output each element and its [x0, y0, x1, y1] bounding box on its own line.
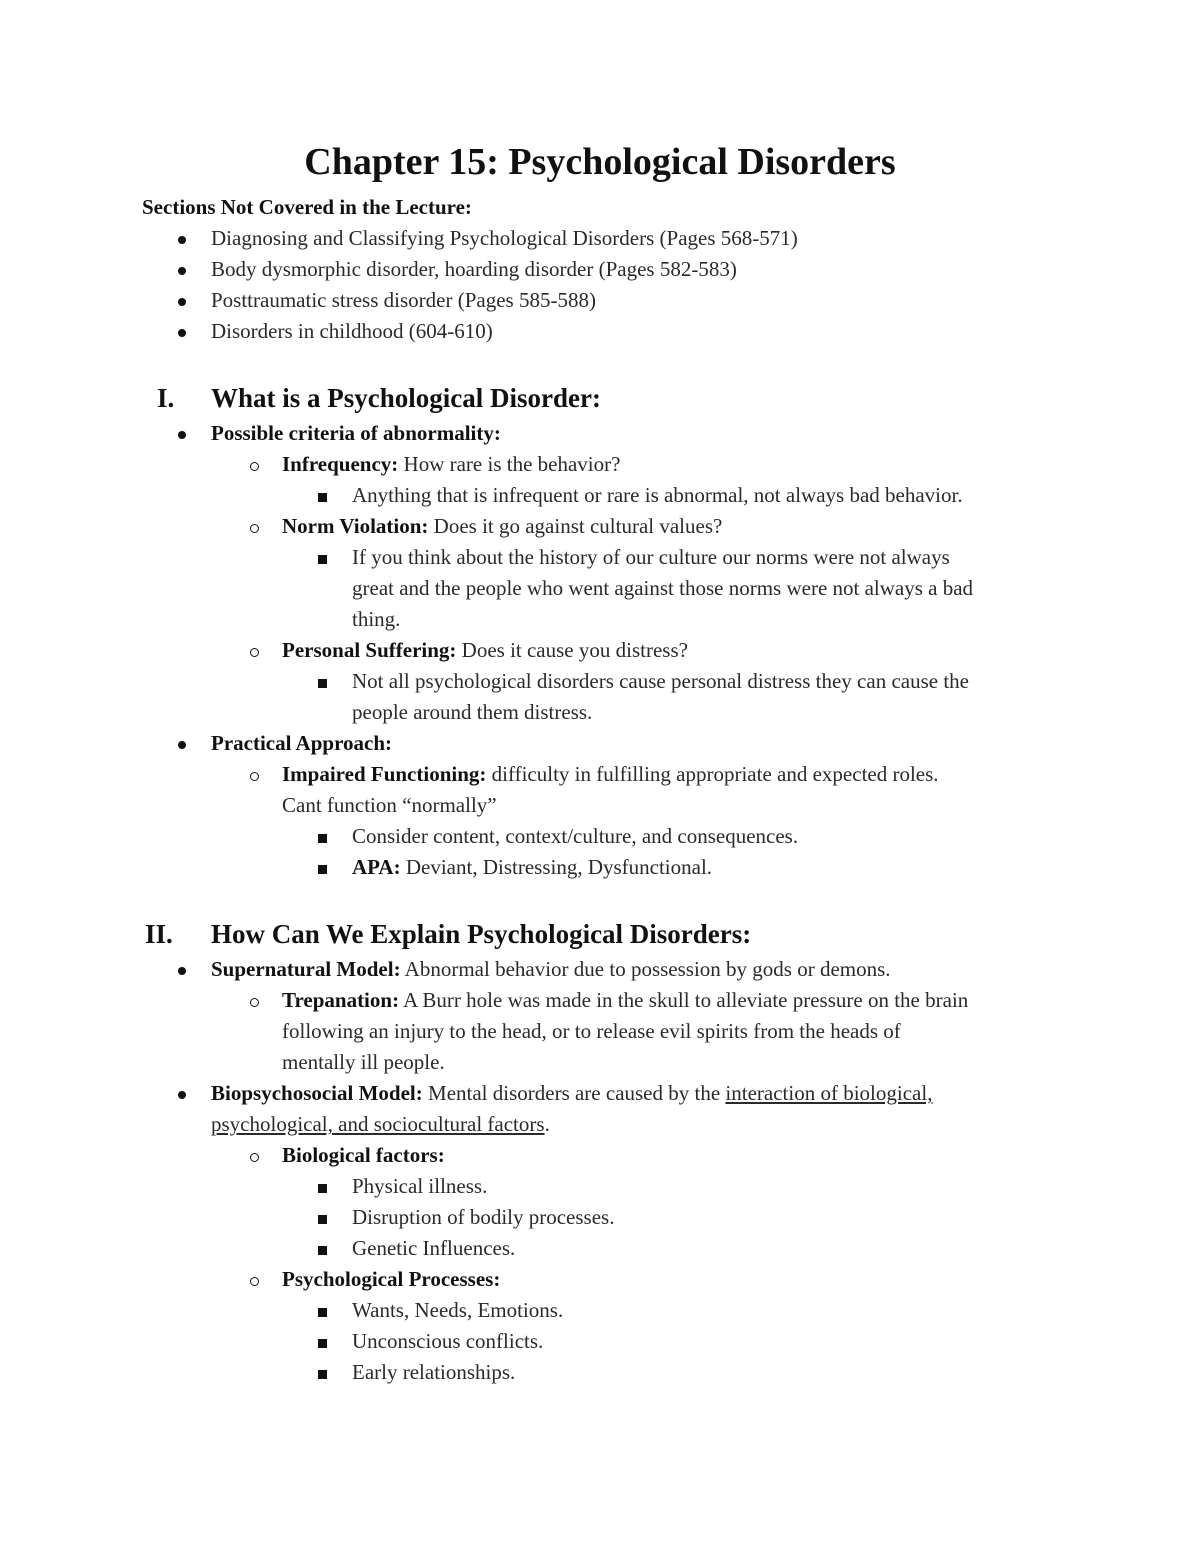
apa-item: APA: Deviant, Distressing, Dysfunctional.: [352, 855, 713, 879]
bullet-dot-icon: [178, 1078, 186, 1109]
bullet-dot-icon: [178, 728, 186, 759]
norm-violation-item: Norm Violation: Does it go against cultural values?: [282, 514, 723, 538]
practical-approach-heading: Practical Approach:: [211, 731, 393, 755]
consider-item: Consider content, context/culture, and consequences.: [352, 824, 799, 848]
biopsychosocial-line: psychological, and sociocultural factors.: [211, 1112, 550, 1136]
bullet-dot-icon: [178, 254, 186, 285]
list-item: Disorders in childhood (604-610): [211, 319, 493, 343]
bullet-dot-icon: [178, 223, 186, 254]
biopsychosocial-model-item: Biopsychosocial Model: Mental disorders are caused by the interaction of biological,: [211, 1081, 933, 1105]
infrequency-note: Anything that is infrequent or rare is abnormal, not always bad behavior.: [352, 483, 963, 507]
norm-note-line: great and the people who went against those norms were not always a bad: [352, 576, 974, 600]
bullet-square-icon: [318, 1326, 327, 1357]
bullet-square-icon: [318, 666, 327, 697]
bullet-square-icon: [318, 1202, 327, 1233]
bullet-square-icon: [318, 1171, 327, 1202]
page-title: Chapter 15: Psychological Disorders: [304, 141, 896, 183]
trepanation-line: mentally ill people.: [282, 1050, 445, 1074]
not-covered-heading: Sections Not Covered in the Lecture:: [142, 195, 472, 219]
bullet-circle-icon: [250, 985, 259, 1016]
list-item: Wants, Needs, Emotions.: [352, 1298, 564, 1322]
impaired-functioning-line: Cant function “normally”: [282, 793, 497, 817]
trepanation-line: following an injury to the head, or to release evil spirits from the heads of: [282, 1019, 901, 1043]
bullet-dot-icon: [178, 954, 186, 985]
section-numeral: II.: [145, 919, 173, 949]
supernatural-model-item: Supernatural Model: Abnormal behavior due to possession by gods or demons.: [211, 957, 891, 981]
personal-suffering-item: Personal Suffering: Does it cause you distress?: [282, 638, 688, 662]
bullet-circle-icon: [250, 511, 259, 542]
list-item: Early relationships.: [352, 1360, 516, 1384]
norm-note-line: thing.: [352, 607, 401, 631]
bullet-circle-icon: [250, 759, 259, 790]
section-heading: How Can We Explain Psychological Disorders:: [211, 919, 752, 949]
bullet-square-icon: [318, 852, 327, 883]
infrequency-item: Infrequency: How rare is the behavior?: [282, 452, 621, 476]
list-item: Diagnosing and Classifying Psychological Disorders (Pages 568-571): [211, 226, 798, 250]
bullet-circle-icon: [250, 1140, 259, 1171]
psychological-processes-heading: Psychological Processes:: [282, 1267, 501, 1291]
bullet-dot-icon: [178, 316, 186, 347]
bullet-square-icon: [318, 480, 327, 511]
bullet-square-icon: [318, 1295, 327, 1326]
norm-note-line: If you think about the history of our culture our norms were not always: [352, 545, 950, 569]
list-item: Unconscious conflicts.: [352, 1329, 544, 1353]
list-item: Physical illness.: [352, 1174, 488, 1198]
bullet-circle-icon: [250, 449, 259, 480]
list-item: Posttraumatic stress disorder (Pages 585-588): [211, 288, 596, 312]
list-item: Disruption of bodily processes.: [352, 1205, 615, 1229]
suffering-note-line: people around them distress.: [352, 700, 593, 724]
list-item: Body dysmorphic disorder, hoarding disorder (Pages 582-583): [211, 257, 737, 281]
trepanation-item: Trepanation: A Burr hole was made in the skull to alleviate pressure on the brain: [282, 988, 969, 1012]
bullet-dot-icon: [178, 285, 186, 316]
bullet-square-icon: [318, 1233, 327, 1264]
bullet-square-icon: [318, 1357, 327, 1388]
criteria-heading: Possible criteria of abnormality:: [211, 421, 501, 445]
bullet-square-icon: [318, 542, 327, 573]
biological-factors-heading: Biological factors:: [282, 1143, 445, 1167]
bullet-dot-icon: [178, 418, 186, 449]
section-numeral: I.: [157, 383, 175, 413]
section-heading: What is a Psychological Disorder:: [211, 383, 601, 413]
bullet-square-icon: [318, 821, 327, 852]
list-item: Genetic Influences.: [352, 1236, 516, 1260]
bullet-circle-icon: [250, 635, 259, 666]
bullet-circle-icon: [250, 1264, 259, 1295]
impaired-functioning-item: Impaired Functioning: difficulty in fulfilling appropriate and expected roles.: [282, 762, 939, 786]
suffering-note-line: Not all psychological disorders cause personal distress they can cause the: [352, 669, 969, 693]
